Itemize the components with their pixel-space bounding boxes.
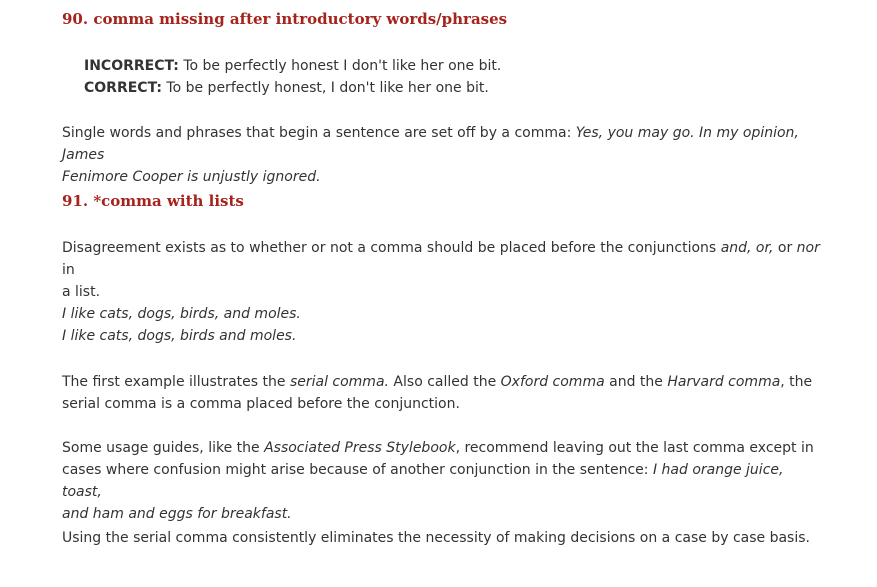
section-90-rule-paragraph <box>62 122 822 188</box>
serial-text-1: The first example illustrates the <box>62 374 290 390</box>
list-example-serial: I like cats, dogs, birds, and moles. <box>62 306 301 322</box>
list-examples <box>62 303 301 347</box>
correct-example <box>84 77 501 99</box>
serial-text-4: , the <box>780 374 813 390</box>
ap-stylebook-title: Associated Press Stylebook <box>264 440 456 456</box>
disagree-in: in <box>62 262 75 278</box>
incorrect-label: INCORRECT: <box>84 58 179 74</box>
rule-example: Yes, you may go. In my opinion, James <box>62 125 799 163</box>
serial-text-3: and the <box>604 374 668 390</box>
usage-guides-paragraph <box>62 437 822 525</box>
disagree-text: Disagreement exists as to whether or not a comma should be placed before the conjunctions <box>62 240 721 256</box>
incorrect-example <box>84 55 501 77</box>
serial-comma-paragraph <box>62 371 822 415</box>
usage-text-2: , recommend leaving out the last comma except in <box>455 440 814 456</box>
list-example-no-serial: I like cats, dogs, birds and moles. <box>62 328 297 344</box>
rule-text: Single words and phrases that begin a sentence are set off by a comma: <box>62 125 576 141</box>
disagree-or: or <box>773 240 797 256</box>
incorrect-text: To be perfectly honest I don't like her one bit. <box>178 58 502 74</box>
section-90-examples <box>84 55 501 99</box>
correct-label: CORRECT: <box>84 80 162 96</box>
disagreement-paragraph <box>62 237 822 303</box>
conjunction-nor: nor <box>796 240 820 256</box>
serial-text-5: serial comma is a comma placed before the conjunction. <box>62 396 460 412</box>
oxford-comma-term: Oxford comma <box>500 374 605 390</box>
section-90-heading: 90. comma missing after introductory words/phrases <box>62 10 508 28</box>
usage-text-1: Some usage guides, like the <box>62 440 265 456</box>
conjunctions-and-or: and, or, <box>720 240 774 256</box>
rule-example-cont: Fenimore Cooper is unjustly ignored. <box>62 169 321 185</box>
consistency-paragraph: Using the serial comma consistently eliminates the necessity of making decisions on a case by case basis. <box>62 530 810 546</box>
usage-text-3: cases where confusion might arise because of another conjunction in the sentence: <box>62 462 653 478</box>
usage-example-cont: and ham and eggs for breakfast. <box>62 506 292 522</box>
disagree-end: a list. <box>62 284 101 300</box>
usage-example: I had orange juice, toast, <box>62 462 784 500</box>
harvard-comma-term: Harvard comma <box>667 374 781 390</box>
serial-comma-term: serial comma. <box>289 374 389 390</box>
section-91-heading: 91. *comma with lists <box>62 192 244 210</box>
correct-text: To be perfectly honest, I don't like her one bit. <box>161 80 489 96</box>
serial-text-2: Also called the <box>388 374 501 390</box>
